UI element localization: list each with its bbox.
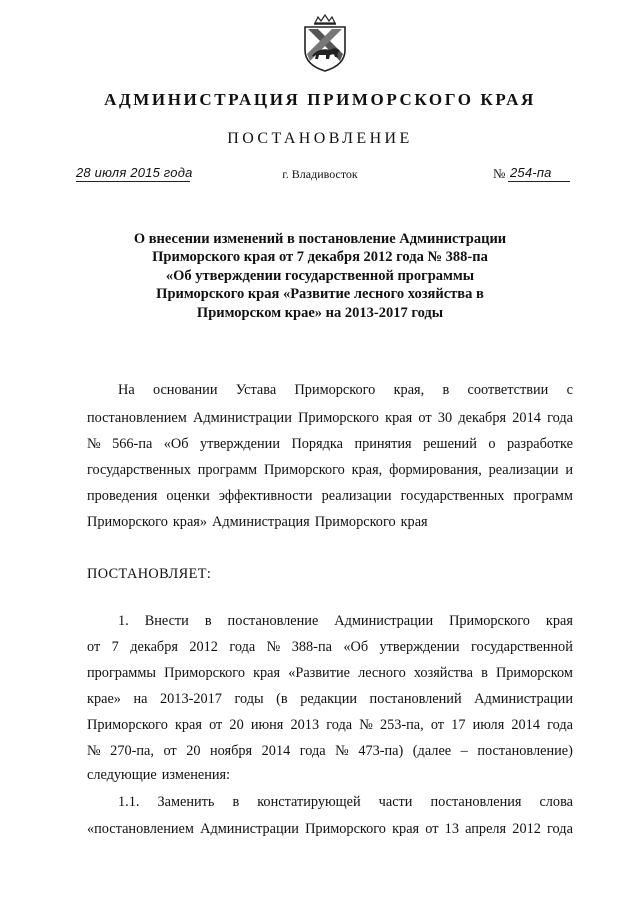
word: от <box>425 821 439 837</box>
word: Заменить <box>157 794 215 810</box>
word: № <box>266 639 281 655</box>
word: слова <box>539 794 573 810</box>
word: года <box>547 410 573 426</box>
title-line: Приморском крае» на 2013-2017 годы <box>196 304 444 321</box>
body-line <box>87 410 573 427</box>
word: края <box>392 821 420 837</box>
document-title <box>120 230 520 322</box>
word: эффективности <box>218 488 313 504</box>
word: июня <box>250 717 284 733</box>
word: Приморском <box>495 665 573 681</box>
word: Приморского <box>87 514 168 530</box>
word: от <box>163 743 177 759</box>
word: государственных <box>87 462 191 478</box>
word: следующие <box>87 767 157 783</box>
word: крае» <box>87 691 121 707</box>
document-date: 28 июля 2015 года <box>76 165 193 180</box>
word: 253-па, <box>379 717 424 733</box>
word: государственной <box>470 639 573 655</box>
word: края» <box>172 514 208 530</box>
word: реализации <box>488 462 559 478</box>
word: 2013-2017 <box>160 691 222 707</box>
word: о <box>488 436 496 452</box>
word: Порядка <box>291 436 343 452</box>
word: 1. <box>118 613 129 629</box>
word: постановление) <box>477 743 573 759</box>
body-line <box>87 488 573 505</box>
body-line <box>118 794 573 811</box>
word: на <box>133 691 148 707</box>
word: постановление <box>227 613 319 629</box>
word: 1.1. <box>118 794 140 810</box>
word: года <box>326 717 353 733</box>
word: Приморского <box>164 665 245 681</box>
word: 270-па, <box>110 743 154 759</box>
word: годы <box>234 691 264 707</box>
body-line <box>87 639 573 656</box>
word: редакции <box>300 691 358 707</box>
word: проведения <box>87 488 158 504</box>
word: оценки <box>166 488 210 504</box>
word: постановлений <box>369 691 462 707</box>
word: года <box>229 639 256 655</box>
body-line <box>87 743 573 760</box>
word: ноября <box>210 743 253 759</box>
word: 7 <box>111 639 119 655</box>
document-type: ПОСТАНОВЛЕНИЕ <box>227 130 413 147</box>
word: программ <box>513 488 573 504</box>
word: Приморского <box>449 613 530 629</box>
body-line <box>118 613 573 630</box>
word: № <box>87 743 101 759</box>
word: края <box>174 717 202 733</box>
word: Приморского <box>87 717 168 733</box>
word: изменения: <box>161 767 231 783</box>
word: № <box>359 717 373 733</box>
word: июля <box>472 717 505 733</box>
word: решений <box>423 436 477 452</box>
word: Приморского <box>294 382 376 398</box>
word: соответствии <box>467 382 549 398</box>
word: декабря <box>130 639 178 655</box>
word: от <box>87 639 101 655</box>
body-line <box>87 436 573 453</box>
word: Приморского <box>263 462 345 478</box>
word: Администрации <box>334 613 434 629</box>
word: – <box>460 743 468 759</box>
word: Администрация <box>212 514 310 530</box>
word: 13 <box>444 821 459 837</box>
word: утверждении <box>199 436 280 452</box>
title-line: О внесении изменений в постановление Администрации <box>133 231 507 247</box>
word: Администрации <box>193 410 292 426</box>
body-line <box>87 717 573 734</box>
word: 2013 <box>290 717 320 733</box>
word: Внести <box>144 613 189 629</box>
word: 2014 <box>512 410 541 426</box>
word: от <box>430 717 445 733</box>
word: разработке <box>506 436 573 452</box>
word: № <box>335 743 349 759</box>
word: констатирующей <box>257 794 361 810</box>
word: края, <box>393 382 425 398</box>
organization-name: АДМИНИСТРАЦИЯ ПРИМОРСКОГО КРАЯ <box>104 90 536 109</box>
word: 2012 <box>512 821 541 837</box>
title-line: Приморского края «Развитие лесного хозяйства в <box>156 286 484 303</box>
word: и <box>565 462 573 478</box>
number-underline <box>508 181 570 182</box>
body-line <box>87 462 573 479</box>
word: 473-па) <box>358 743 404 759</box>
body-line <box>87 821 573 838</box>
word: постановления <box>430 794 522 810</box>
word: 2014 <box>261 743 291 759</box>
word: края <box>385 410 413 426</box>
word: года <box>547 821 573 837</box>
word: апреля <box>465 821 507 837</box>
word: формирования, <box>389 462 482 478</box>
word: утверждении <box>379 639 460 655</box>
word: края <box>253 665 281 681</box>
primorsky-coat-of-arms-icon <box>300 14 350 72</box>
word: (в <box>276 691 288 707</box>
word: 2012 <box>189 639 218 655</box>
word: 20 <box>186 743 201 759</box>
word: «Об <box>163 436 189 452</box>
word: 2014 <box>511 717 540 733</box>
word: 30 <box>437 410 453 426</box>
word: программ <box>197 462 258 478</box>
body-line <box>87 691 573 708</box>
body-line <box>87 767 573 784</box>
word: края <box>545 613 573 629</box>
title-line: «Об утверждении государственной программы <box>165 267 475 284</box>
word: года <box>547 717 573 733</box>
word: края <box>400 514 428 530</box>
resolve-heading: ПОСТАНОВЛЯЕТ: <box>87 566 212 582</box>
word: «Развитие <box>288 665 350 681</box>
word: в <box>204 613 212 629</box>
word: Приморского <box>305 821 386 837</box>
word: На <box>118 382 135 398</box>
word: № <box>87 436 101 452</box>
word: 17 <box>451 717 466 733</box>
word: части <box>378 794 413 810</box>
word: Приморского <box>314 514 396 530</box>
document-city: г. Владивосток <box>282 167 358 181</box>
word: Администрации <box>474 691 573 707</box>
word: программы <box>87 665 157 681</box>
body-line <box>118 382 573 399</box>
word: Администрации <box>200 821 299 837</box>
word: государственных <box>400 488 505 504</box>
word: с <box>566 382 573 398</box>
word: края, <box>351 462 383 478</box>
number-label: № <box>493 166 506 181</box>
word: 388-па <box>291 639 332 655</box>
word: в <box>481 665 488 681</box>
word: декабря <box>458 410 507 426</box>
word: 566-па <box>112 436 153 452</box>
word: года <box>299 743 326 759</box>
word: Устава <box>235 382 277 398</box>
word: от <box>209 717 223 733</box>
word: 20 <box>229 717 244 733</box>
word: (далее <box>412 743 452 759</box>
word: хозяйства <box>413 665 473 681</box>
word: основании <box>152 382 218 398</box>
word: «постановлением <box>87 821 194 837</box>
title-line: Приморского края от 7 декабря 2012 года № 388-па <box>152 249 488 266</box>
word: от <box>418 410 432 426</box>
word: постановлением <box>87 410 187 426</box>
document-number: 254-па <box>510 165 552 180</box>
body-line <box>87 514 573 531</box>
word: в <box>232 794 240 810</box>
word: в <box>442 382 450 398</box>
word: лесного <box>358 665 406 681</box>
word: Приморского <box>298 410 379 426</box>
word: принятия <box>354 436 412 452</box>
word: «Об <box>343 639 369 655</box>
body-line <box>87 665 573 682</box>
word: реализации <box>321 488 392 504</box>
